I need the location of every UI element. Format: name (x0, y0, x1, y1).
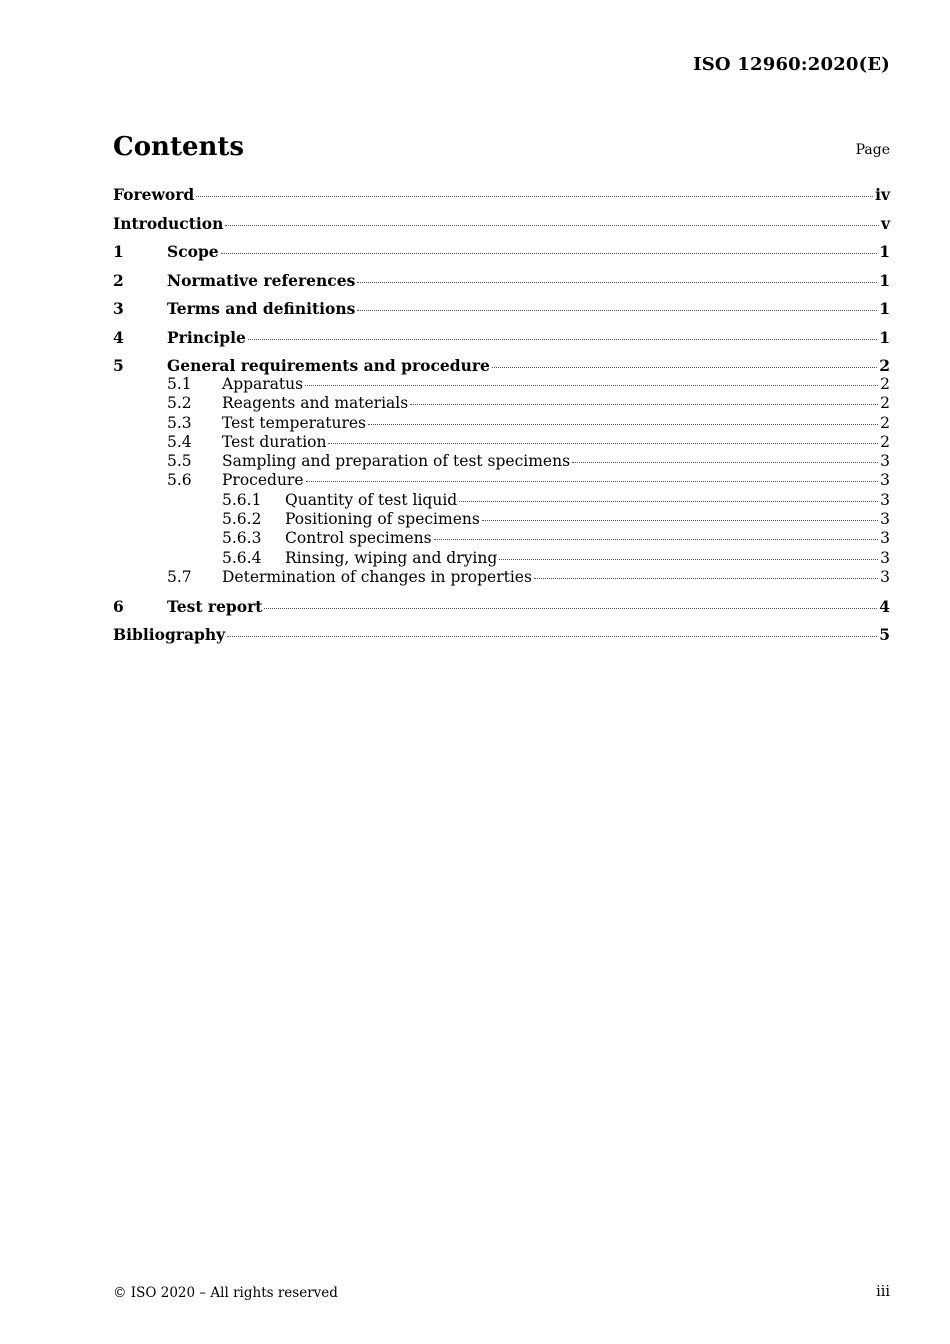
toc-entry-bibliography[interactable] (113, 625, 890, 644)
toc-entry-number: 5.7 (167, 567, 192, 586)
toc-entry-determination-of-changes[interactable] (113, 568, 890, 587)
toc-entry-introduction[interactable] (113, 214, 890, 233)
document-identifier: ISO 12960:2020(E) (693, 54, 890, 75)
toc-entry-principle[interactable] (113, 328, 890, 347)
toc-entry-page: 2 (880, 375, 890, 393)
toc-entry-title: Reagents and materials (222, 394, 409, 413)
toc-entry-foreword[interactable] (113, 185, 890, 204)
dot-leader (305, 385, 878, 386)
toc-entry-scope[interactable] (113, 242, 890, 261)
toc-entry-page: 5 (879, 625, 890, 645)
toc-entry-test-duration[interactable] (113, 433, 890, 452)
toc-entry-title: Normative references (167, 270, 356, 290)
toc-entry-quantity-of-test-liquid[interactable] (113, 491, 890, 510)
toc-entry-page: 2 (879, 356, 890, 375)
toc-entry-title: Procedure (222, 471, 304, 490)
toc-entry-number: 5.6.4 (222, 548, 262, 567)
toc-entry-test-report[interactable] (113, 597, 890, 616)
copyright-notice: © ISO 2020 – All rights reserved (113, 1285, 338, 1301)
toc-entry-test-temperatures[interactable] (113, 414, 890, 433)
dot-leader (357, 282, 877, 283)
dot-leader (227, 636, 877, 637)
toc-entry-positioning-of-specimens[interactable] (113, 510, 890, 529)
dot-leader (221, 253, 878, 254)
contents-heading: Contents (113, 132, 245, 162)
dot-leader (357, 310, 877, 311)
toc-entry-title: Test duration (222, 432, 327, 451)
toc-entry-number: 5.2 (167, 394, 192, 413)
toc-entry-page: 2 (880, 394, 890, 413)
toc-entry-sampling-and-preparation[interactable] (113, 452, 890, 471)
dot-leader (492, 367, 877, 368)
toc-entry-number: 5.6.1 (222, 490, 262, 509)
toc-entry-number: 5.4 (167, 432, 192, 451)
dot-leader (499, 559, 878, 560)
toc-entry-title: Test temperatures (222, 413, 367, 432)
toc-entry-title: Introduction (113, 213, 224, 233)
toc-entry-page: 3 (880, 452, 890, 471)
toc-entry-page: 3 (880, 490, 890, 509)
toc-entry-page: 1 (879, 327, 890, 347)
dot-leader (534, 578, 878, 579)
toc-entry-number: 5.6 (167, 471, 192, 490)
toc-entry-number: 5 (113, 356, 124, 375)
toc-entry-title: Positioning of specimens (285, 510, 480, 529)
dot-leader (368, 424, 878, 425)
toc-entry-page: 3 (880, 548, 890, 567)
toc-entry-number: 2 (113, 270, 124, 290)
toc-entry-page: 1 (879, 270, 890, 290)
toc-entry-page: 3 (880, 529, 890, 548)
toc-entry-reagents-and-materials[interactable] (113, 394, 890, 413)
dot-leader (306, 481, 879, 482)
dot-leader (482, 520, 878, 521)
toc-entry-page: 3 (880, 510, 890, 529)
toc-entry-title: Scope (167, 242, 219, 261)
page-number: iii (876, 1284, 890, 1300)
toc-entry-page: 1 (879, 242, 890, 261)
toc-entry-number: 3 (113, 299, 124, 318)
toc-entry-number: 1 (113, 242, 124, 261)
toc-entry-title: Sampling and preparation of test specimens (222, 452, 571, 471)
toc-entry-number: 5.6.2 (222, 510, 262, 529)
toc-entry-number: 5.5 (167, 452, 192, 471)
dot-leader (410, 404, 878, 405)
toc-entry-page: 2 (880, 413, 890, 432)
toc-entry-control-specimens[interactable] (113, 529, 890, 548)
toc-entry-title: Quantity of test liquid (285, 490, 458, 509)
toc-entry-number: 5.1 (167, 375, 192, 393)
dot-leader (328, 443, 878, 444)
toc-entry-terms-and-definitions[interactable] (113, 299, 890, 318)
dot-leader (434, 539, 879, 540)
toc-entry-number: 6 (113, 596, 124, 616)
toc-entry-rinsing-wiping-drying[interactable] (113, 549, 890, 568)
dot-leader (572, 462, 878, 463)
toc-entry-page: 1 (879, 299, 890, 318)
toc-entry-title: General requirements and procedure (167, 356, 490, 375)
toc-entry-title: Terms and definitions (167, 299, 356, 318)
toc-entry-page: 3 (880, 567, 890, 586)
toc-entry-title: Principle (167, 327, 246, 347)
toc-entry-page: 3 (880, 471, 890, 490)
dot-leader (264, 608, 877, 609)
toc-entry-page: v (880, 213, 890, 233)
toc-entry-general-requirements[interactable] (113, 356, 890, 375)
toc-entry-title: Foreword (113, 185, 195, 204)
toc-entry-page: 2 (880, 432, 890, 451)
dot-leader (196, 196, 873, 197)
toc-entry-page: 4 (879, 596, 890, 616)
page-column-label: Page (855, 142, 890, 158)
toc-entry-title: Determination of changes in properties (222, 567, 532, 586)
toc-entry-title: Test report (167, 596, 263, 616)
toc-entry-title: Bibliography (113, 625, 226, 645)
toc-entry-title: Control specimens (285, 529, 432, 548)
dot-leader (248, 339, 877, 340)
toc-entry-page: iv (875, 185, 890, 204)
toc-entry-number: 5.3 (167, 413, 192, 432)
table-of-contents (113, 185, 890, 644)
toc-entry-normative-references[interactable] (113, 271, 890, 290)
toc-entry-number: 4 (113, 327, 124, 347)
toc-entry-title: Rinsing, wiping and drying (285, 548, 498, 567)
toc-entry-number: 5.6.3 (222, 529, 262, 548)
dot-leader (459, 501, 878, 502)
toc-entry-apparatus[interactable] (113, 375, 890, 394)
toc-entry-procedure[interactable] (113, 471, 890, 490)
dot-leader (225, 225, 879, 226)
toc-entry-title: Apparatus (222, 375, 304, 393)
